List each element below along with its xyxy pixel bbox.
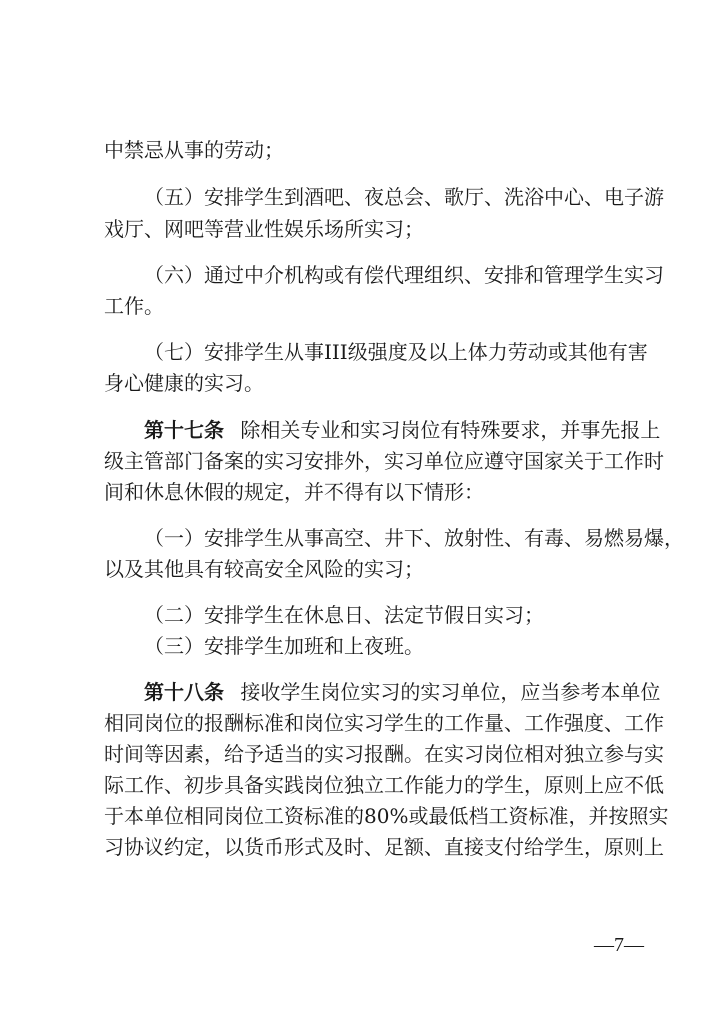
text-line (144, 525, 684, 551)
line-text: （五）安排学生到酒吧、夜总会、歌厅、洗浴中心、电子游 (144, 185, 664, 209)
text-line (104, 556, 644, 582)
line-text: （二）安排学生在休息日、法定节假日实习； (144, 603, 544, 627)
text-line (104, 448, 664, 474)
article-heading-line (144, 417, 661, 443)
text-line (104, 293, 644, 319)
line-text: 级主管部门备案的实习安排外，实习单位应遵守国家关于工作时 (104, 449, 664, 473)
line-text: 工作。 (104, 294, 164, 318)
line-text: 时间等因素，给予适当的实习报酬。在实习岗位相对独立参与实 (104, 742, 664, 766)
article-number: 第十八条 (144, 680, 224, 704)
line-text: （一）安排学生从事高空、井下、放射性、有毒、易燃易爆， (144, 526, 684, 550)
text-line (104, 803, 669, 829)
line-text: 接收学生岗位实习的实习单位，应当参考本单位 (240, 680, 661, 704)
text-line (104, 137, 644, 163)
text-line (104, 370, 644, 396)
text-line (144, 339, 648, 365)
text-line (104, 479, 644, 505)
line-text: 身心健康的实习。 (104, 371, 264, 395)
line-text: （六）通过中介机构或有偿代理组织、安排和管理学生实习 (144, 263, 664, 287)
line-text: 除相关专业和实习岗位有特殊要求，并事先报上 (240, 418, 661, 442)
line-text: 以及其他具有较高安全风险的实习； (104, 557, 424, 581)
line-text: 间和休息休假的规定，并不得有以下情形： (104, 480, 484, 504)
article-heading-line (144, 679, 661, 705)
line-text: 相同岗位的报酬标准和岗位实习学生的工作量、工作强度、工作 (104, 711, 664, 735)
line-text: 于本单位相同岗位工资标准的80%或最低档工资标准，并按照实 (104, 804, 669, 828)
article-number: 第十七条 (144, 418, 224, 442)
text-line (104, 834, 664, 860)
text-line (144, 184, 664, 210)
text-line (144, 633, 644, 659)
text-line (104, 216, 424, 242)
line-text: 际工作、初步具备实践岗位独立工作能力的学生，原则上应不低 (104, 773, 664, 797)
text-line (104, 772, 664, 798)
line-text: 戏厅、网吧等营业性娱乐场所实习； (104, 217, 424, 241)
line-text: （三）安排学生加班和上夜班。 (144, 634, 424, 658)
line-text: 中禁忌从事的劳动； (104, 138, 284, 162)
text-line (144, 262, 664, 288)
text-line (104, 710, 664, 736)
line-text: 习协议约定，以货币形式及时、足额、直接支付给学生，原则上 (104, 835, 664, 859)
line-text: （七）安排学生从事III级强度及以上体力劳动或其他有害 (144, 340, 648, 364)
text-line (144, 602, 644, 628)
page-number: —7— (594, 934, 644, 956)
text-line (104, 741, 664, 767)
